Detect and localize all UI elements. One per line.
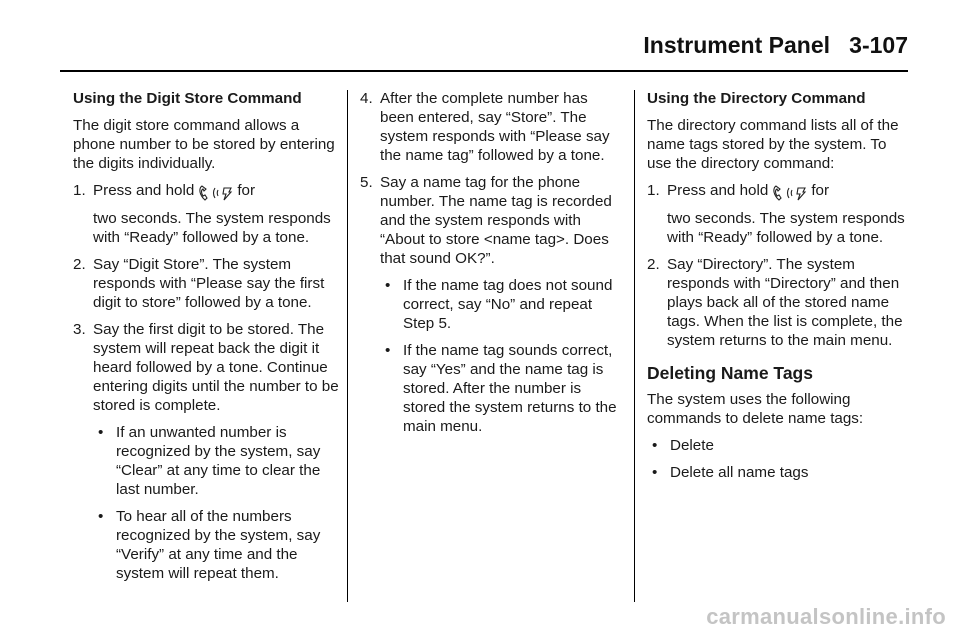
bullet-icon: • <box>385 342 391 359</box>
bullet-text: To hear all of the numbers recognized by the system, say “Verify” at any time and the system will repeat them. <box>116 508 321 582</box>
list-item <box>647 255 909 350</box>
section-title: Deleting Name Tags <box>647 363 813 383</box>
list-item <box>93 507 341 583</box>
step-text: Say “Directory”. The system responds with “Directory” and then plays back all of the stored name tags. When the list is complete, the system returns to the main menu. <box>667 256 903 349</box>
bullet-list <box>93 423 341 583</box>
bullet-list <box>647 436 909 482</box>
step-text: After the complete number has been entered, say “Store”. The system responds with “Please say the name tag” followed by a tone. <box>380 90 610 164</box>
paragraph: The digit store command allows a phone number to be stored by entering the digits individually. <box>73 117 335 172</box>
step-text: Press and hold for two seconds. The system responds with “Ready” followed by a tone. <box>93 182 331 246</box>
step-number: 3. <box>73 321 86 338</box>
bullet-list <box>380 276 622 436</box>
column-1 <box>73 89 341 591</box>
step-number: 2. <box>647 256 660 273</box>
bullet-icon: • <box>385 277 391 294</box>
column-divider <box>347 90 348 602</box>
bullet-icon: • <box>98 424 104 441</box>
step-number: 1. <box>73 182 86 199</box>
list-item <box>73 255 341 312</box>
list-item <box>73 181 341 247</box>
list-item <box>360 173 622 268</box>
watermark: carmanualsonline.info <box>706 604 946 629</box>
step-number: 5. <box>360 174 373 191</box>
list-item <box>93 423 341 499</box>
step-text: Say a name tag for the phone number. The name tag is recorded and the system responds with “About to store <name tag>. Does that sound OK?”. <box>380 174 612 267</box>
list-item <box>647 436 909 455</box>
bullet-icon: • <box>652 464 658 481</box>
step-text: Say the first digit to be stored. The system will repeat back the digit it heard followed by a tone. Continue entering digits until the number to be stored is complete. <box>93 321 339 414</box>
page-title: Instrument Panel 3-107 <box>643 32 908 58</box>
page-header <box>60 30 908 72</box>
list-item <box>380 341 622 436</box>
step-number: 1. <box>647 182 660 199</box>
list-item <box>380 276 622 333</box>
column-3 <box>647 89 909 490</box>
phone-voice-icon <box>198 184 234 203</box>
bullet-icon: • <box>652 437 658 454</box>
step-text: Say “Digit Store”. The system responds with “Please say the first digit to store” followed by a tone. <box>93 256 325 311</box>
bullet-text: If an unwanted number is recognized by the system, say “Clear” at any time to clear the last number. <box>116 424 321 498</box>
step-text: Press and hold for two seconds. The system responds with “Ready” followed by a tone. <box>667 182 905 246</box>
step-number: 4. <box>360 90 373 107</box>
list-item <box>73 320 341 415</box>
list-item <box>647 181 909 247</box>
bullet-icon: • <box>98 508 104 525</box>
bullet-text: Delete all name tags <box>670 464 809 481</box>
bullet-text: If the name tag does not sound correct, say “No” and repeat Step 5. <box>403 277 613 332</box>
paragraph: The directory command lists all of the name tags stored by the system. To use the directory command: <box>647 117 899 172</box>
subheading-directory: Using the Directory Command <box>647 90 866 107</box>
subheading-digit-store: Using the Digit Store Command <box>73 90 302 107</box>
column-2 <box>360 89 622 444</box>
list-item <box>647 463 909 482</box>
list-item <box>360 89 622 165</box>
bullet-text: If the name tag sounds correct, say “Yes” and the name tag is stored. After the number is stored the system returns to the main menu. <box>403 342 617 435</box>
column-divider <box>634 90 635 602</box>
phone-voice-icon <box>772 184 808 203</box>
paragraph: The system uses the following commands to delete name tags: <box>647 391 864 427</box>
step-number: 2. <box>73 256 86 273</box>
bullet-text: Delete <box>670 437 714 454</box>
